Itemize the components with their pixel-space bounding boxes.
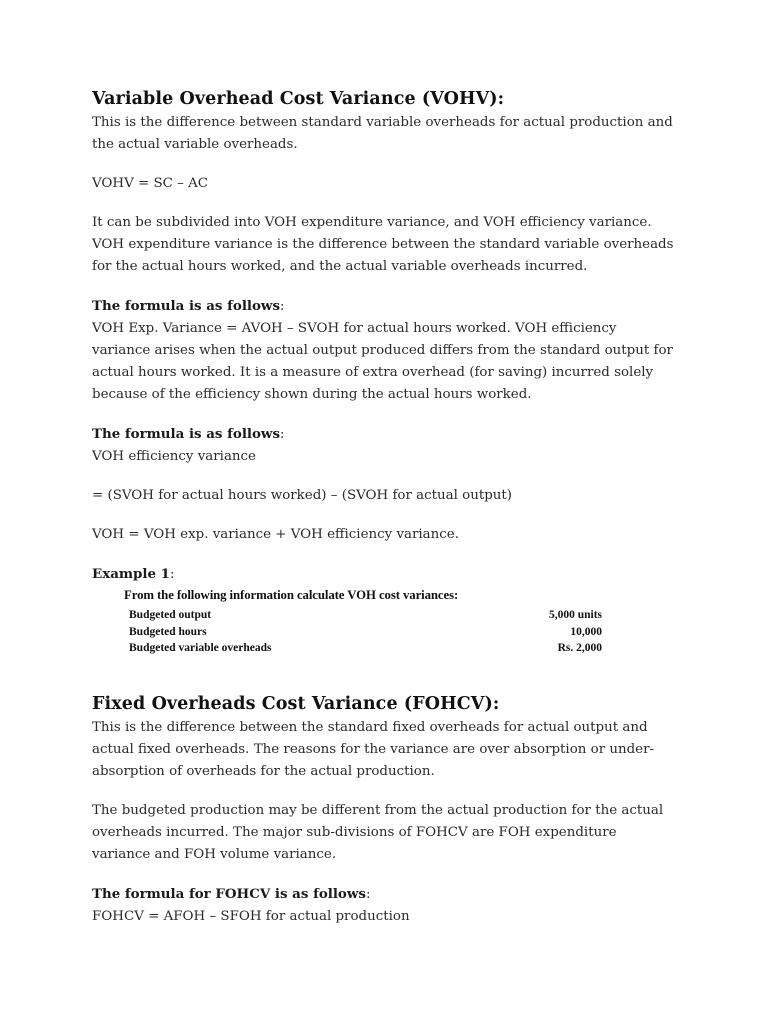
formula-vohv: VOHV = SC – AC [92,176,209,191]
document-page [92,86,692,928]
paragraph-line: for the actual hours worked, and the actual variable overheads incurred. [92,259,588,274]
paragraph-line: absorption of overheads for the actual production. [92,763,435,779]
formula-label [92,423,692,446]
efficiency-variance-label: VOH efficiency variance [92,449,256,464]
paragraph-line: VOH expenditure variance is the difference between the standard variable overheads [92,237,674,252]
example-row [124,640,602,657]
formula-label [92,883,692,906]
example-row-value: Rs. 2,000 [557,642,602,654]
formula-label [92,295,692,318]
paragraph-line: actual hours worked. It is a measure of extra overhead (for saving) incurred solely [92,365,654,380]
formula-label-text: The formula is as follows [92,298,280,314]
example-row-value: 5,000 units [548,609,602,621]
paragraph-line: The budgeted production may be different from the actual production for the actual [92,802,664,818]
paragraph-line: overheads incurred. The major sub-divisions of FOHCV are FOH expenditure [92,824,617,840]
paragraph-line: variance arises when the actual output produced differs from the standard output for [92,343,673,358]
section-heading-vohv: Variable Overhead Cost Variance (VOHV): [92,89,505,109]
paragraph-line: This is the difference between standard variable overheads for actual production and [92,115,673,130]
paragraph-line: because of the efficiency shown during the actual hours worked. [92,387,532,402]
example-label-colon: : [169,567,175,582]
paragraph-line: VOH Exp. Variance = AVOH – SVOH for actual hours worked. VOH efficiency [92,321,617,336]
voh-total-formula: VOH = VOH exp. variance + VOH efficiency variance. [92,527,459,542]
example-label [92,563,692,586]
example-row-label: Budgeted variable overheads [129,642,272,654]
formula-label-text: The formula is as follows [92,426,280,442]
example-row-value: 10,000 [570,625,602,638]
paragraph-line: the actual variable overheads. [92,137,298,152]
example-label-text: Example 1 [92,566,170,582]
formula-fohcv: FOHCV = AFOH – SFOH for actual production [92,908,410,924]
formula-label-colon: : [280,299,285,314]
paragraph-line: variance and FOH volume variance. [92,846,337,862]
example-row-label: Budgeted hours [129,625,207,638]
example-scanned-table [124,587,602,657]
example-row [124,607,602,624]
section-heading-fohcv: Fixed Overheads Cost Variance (FOHCV): [92,693,500,714]
example-row-label: Budgeted output [129,609,212,621]
example-title: From the following information calculate VOH cost variances: [124,588,459,602]
formula-label-text: The formula for FOHCV is as follows [92,885,366,902]
formula-label-colon: : [280,427,285,442]
efficiency-variance-formula: = (SVOH for actual hours worked) – (SVOH for actual output) [92,488,513,503]
paragraph-line: actual fixed overheads. The reasons for the variance are over absorption or under- [92,741,655,757]
paragraph-line: This is the difference between the standard fixed overheads for actual output and [92,719,648,735]
formula-label-colon: : [365,886,371,902]
example-row [124,624,602,641]
paragraph-line: It can be subdivided into VOH expenditure variance, and VOH efficiency variance. [92,215,652,230]
